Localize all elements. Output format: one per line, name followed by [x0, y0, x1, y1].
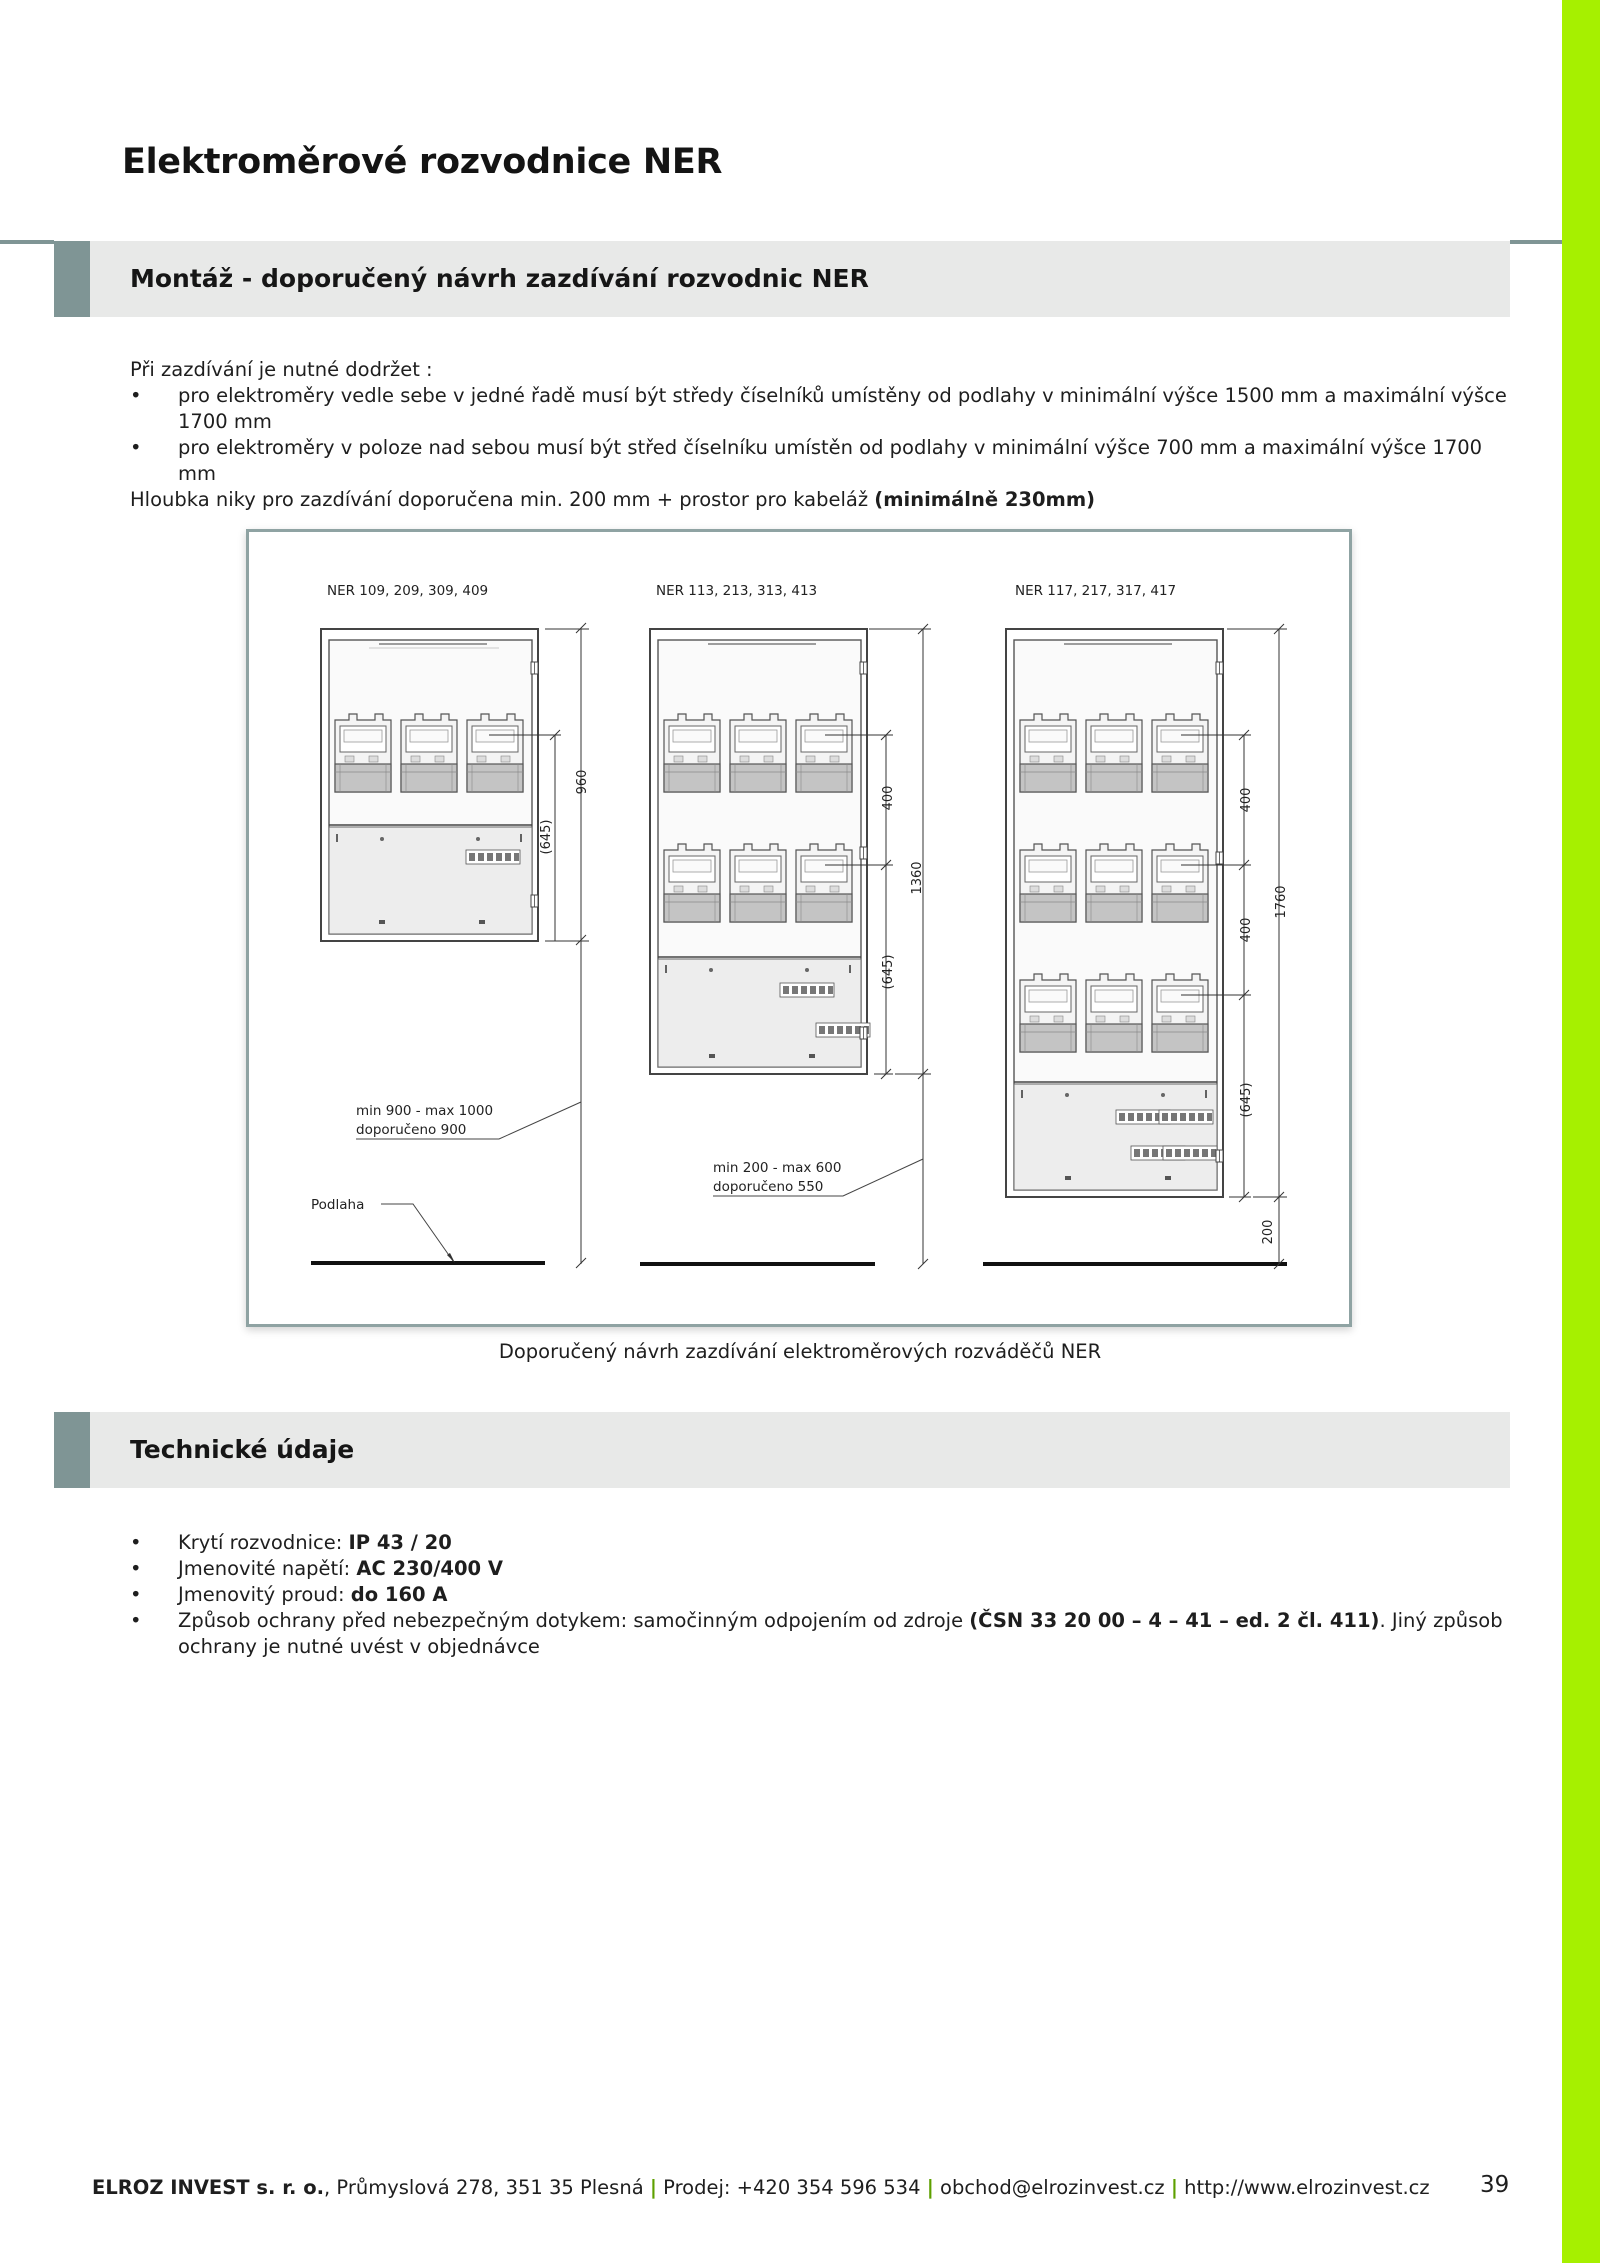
installation-drawing-svg [249, 532, 1349, 1324]
page-title: Elektroměrové rozvodnice NER [122, 142, 723, 182]
depth-note [130, 487, 1510, 513]
montaz-text [130, 357, 1510, 513]
bullet: • [130, 1557, 142, 1580]
spec-label: Krytí rozvodnice: [178, 1531, 349, 1554]
model-label-3: NER 117, 217, 317, 417 [1015, 583, 1177, 599]
list-item [130, 1608, 1510, 1660]
footer-website-link[interactable]: http://www.elrozinvest.cz [1177, 2176, 1430, 2199]
bullet: • [130, 1583, 142, 1606]
montaz-intro: Při zazdívání je nutné dodržet : [130, 358, 433, 381]
list-item [130, 1582, 1510, 1608]
note-second [713, 1159, 923, 1196]
technical-bullets [130, 1530, 1510, 1660]
spec-value: AC 230/400 V [356, 1557, 503, 1580]
dim-645-2: (645) [881, 954, 896, 990]
floor-label: Podlaha [311, 1197, 365, 1213]
dim-400-3a: 400 [1239, 787, 1254, 813]
technical-list [130, 1530, 1510, 1660]
dim-200: 200 [1261, 1219, 1276, 1245]
list-item [130, 1556, 1510, 1582]
dim-960: 960 [575, 769, 590, 795]
list-item [130, 435, 1510, 487]
section-accent [54, 1412, 90, 1488]
installation-drawing [246, 529, 1352, 1327]
section-accent [54, 241, 90, 317]
bullet: • [130, 1531, 142, 1554]
footer-email[interactable]: obchod@elrozinvest.cz [933, 2176, 1171, 2199]
footer-company: ELROZ INVEST s. r. o. [92, 2176, 325, 2199]
bullet: • [130, 1609, 142, 1632]
page-number: 39 [1480, 2172, 1510, 2198]
depth-bold: (minimálně 230mm) [874, 488, 1096, 511]
dim-400-3b: 400 [1239, 917, 1254, 943]
header-rule-right [1510, 240, 1562, 244]
bullet: • [130, 436, 142, 459]
footer-separator: | [926, 2176, 934, 2199]
dim-1760: 1760 [1274, 885, 1289, 919]
dim-645-1: (645) [539, 819, 554, 855]
footer-separator: | [1170, 2176, 1178, 2199]
bullet-text: pro elektroměry v poloze nad sebou musí být střed číselníku umístěn od podlahy v minimální výšce 700 mm a maximální výšce 1700 mm [178, 436, 1483, 485]
footer [92, 2176, 1430, 2199]
model-label-1: NER 109, 209, 309, 409 [327, 583, 489, 599]
cabinet-ner-113 [650, 629, 870, 1074]
model-label-2: NER 113, 213, 313, 413 [656, 583, 818, 599]
section-title-technical: Technické údaje [130, 1435, 355, 1464]
dim-1360: 1360 [910, 861, 925, 895]
section-title-montaz: Montáž - doporučený návrh zazdívání rozvodnic NER [130, 264, 869, 293]
note-first-line1: min 900 - max 1000 [356, 1103, 494, 1119]
spec-label: Jmenovitý proud: [178, 1583, 351, 1606]
footer-address: , Průmyslová 278, 351 35 Plesná [324, 2176, 650, 2199]
montaz-bullets [130, 383, 1510, 487]
spec-label: Způsob ochrany před nebezpečným dotykem: samočinným odpojením od zdroje [178, 1609, 970, 1632]
list-item [130, 1530, 1510, 1556]
spec-value: (ČSN 33 20 00 – 4 – 41 – ed. 2 čl. 411) [969, 1609, 1380, 1632]
figure-caption-text: Doporučený návrh zazdívání elektroměrových rozváděčů NER [498, 1340, 1102, 1363]
note-second-line2: doporučeno 550 [713, 1179, 824, 1195]
figure-caption [0, 1340, 1600, 1363]
side-accent-bar [1562, 0, 1600, 2263]
header-rule-left [0, 240, 54, 244]
spec-label: Jmenovité napětí: [178, 1557, 357, 1580]
cabinet-ner-117 [1006, 629, 1223, 1197]
note-first [356, 1102, 581, 1139]
bullet-text: pro elektroměry vedle sebe v jedné řadě musí být středy číselníků umístěny od podlahy v minimální výšce 1500 mm a maximální výšce 1700 mm [178, 384, 1507, 433]
note-first-line2: doporučeno 900 [356, 1122, 467, 1138]
bullet: • [130, 384, 142, 407]
footer-separator: | [649, 2176, 657, 2199]
note-second-line1: min 200 - max 600 [713, 1160, 842, 1176]
footer-phone: Prodej: +420 354 596 534 [656, 2176, 927, 2199]
cabinet-ner-109 [321, 629, 538, 941]
section-header-montaz [54, 241, 1510, 317]
section-header-technical [54, 1412, 1510, 1488]
spec-value: do 160 A [350, 1583, 448, 1606]
spec-rest: . Jiný způsob ochrany je nutné uvést v objednávce [178, 1609, 1503, 1658]
list-item [130, 383, 1510, 435]
dim-645-3: (645) [1239, 1082, 1254, 1118]
depth-text: Hloubka niky pro zazdívání doporučena min. 200 mm + prostor pro kabeláž [130, 488, 875, 511]
note-floor [311, 1197, 455, 1263]
spec-value: IP 43 / 20 [348, 1531, 452, 1554]
dim-400-2: 400 [881, 785, 896, 811]
